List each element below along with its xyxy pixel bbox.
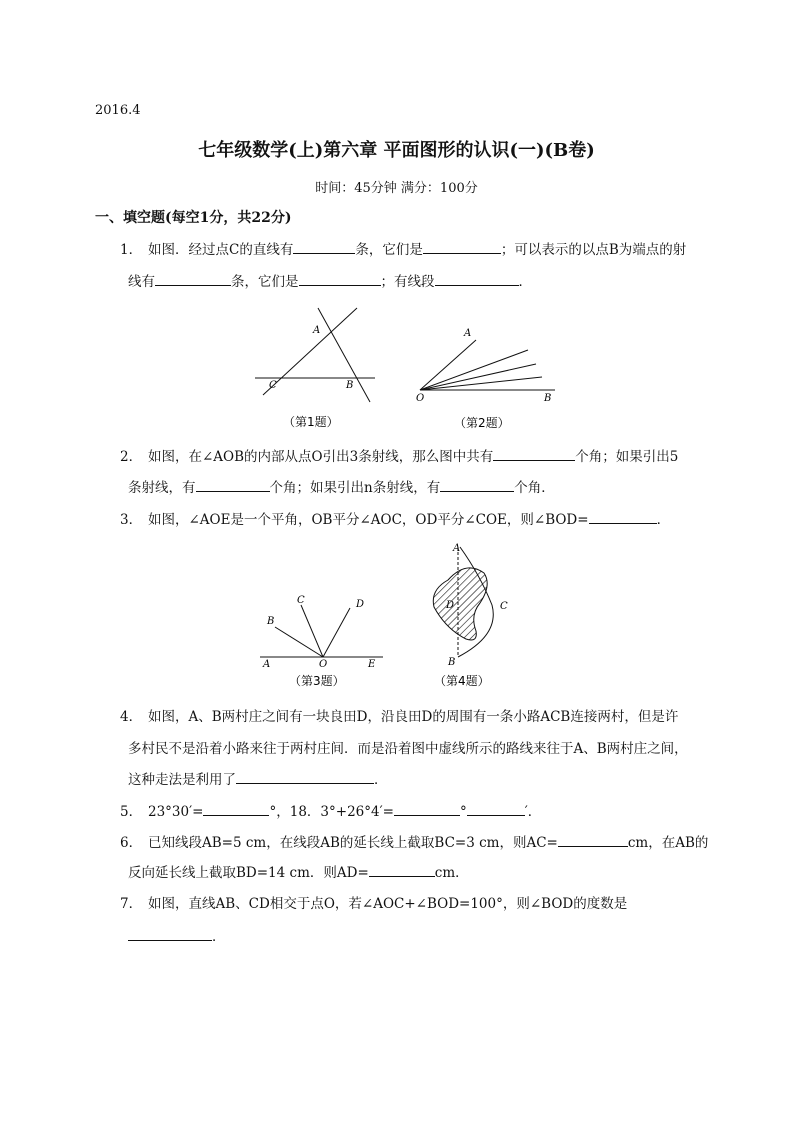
figure-1 (245, 300, 385, 435)
answer-blank[interactable] (423, 241, 501, 254)
ray-oc (301, 605, 323, 657)
answer-blank[interactable] (435, 273, 519, 286)
question-text: ． (518, 274, 532, 290)
question-text: 如图，在∠AOB的内部从点O引出3条射线，那么图中共有 (148, 449, 494, 465)
question-4-line-3 (128, 768, 388, 788)
question-2-line-2 (128, 476, 555, 496)
question-text: 个角． (514, 480, 555, 496)
answer-blank[interactable] (203, 803, 269, 816)
question-1-line-2 (128, 270, 532, 290)
exam-meta: 时间：45分钟 满分：100分 (315, 181, 478, 196)
ray-ob (275, 627, 323, 657)
label-a: A (453, 543, 461, 554)
question-text: 如图．经过点C的直线有 (148, 242, 294, 258)
answer-blank[interactable] (128, 928, 212, 941)
figure-2 (410, 320, 560, 435)
question-text: ． (212, 929, 226, 945)
question-text: 条，它们是 (355, 242, 423, 258)
answer-blank[interactable] (467, 803, 525, 816)
question-3 (120, 508, 670, 528)
question-text: ． (374, 772, 388, 788)
answer-blank[interactable] (155, 273, 231, 286)
label-b: B (544, 393, 552, 404)
ray-oa (420, 340, 476, 390)
section-heading: 一、填空题(每空1分，共22分) (95, 210, 292, 226)
question-number: 5． (120, 804, 143, 820)
question-number: 4． (120, 709, 143, 725)
page-title: 七年级数学(上)第六章 平面图形的认识(一)(B卷) (198, 140, 595, 161)
label-a: A (313, 325, 321, 336)
figure-caption: （第3题） (289, 674, 345, 688)
answer-blank[interactable] (394, 803, 460, 816)
answer-blank[interactable] (369, 864, 435, 877)
question-text: 条，它们是 (231, 274, 299, 290)
label-b: B (267, 616, 275, 627)
question-6-line-2 (128, 861, 469, 881)
question-text: 如图，∠AOE是一个平角，OB平分∠AOC，OD平分∠COE，则∠BOD= (148, 512, 589, 528)
figure-3 (255, 590, 390, 690)
label-e: E (368, 659, 376, 670)
question-text: ． (656, 512, 671, 528)
ray-od (323, 608, 350, 657)
question-number: 6． (120, 835, 143, 851)
question-text: 多村民不是沿着小路来往于两村庄间．而是沿着图中虚线所示的路线来往于A、B两村庄之间， (128, 741, 688, 757)
question-text: 个角；如果引出n条射线，有 (269, 480, 441, 496)
label-d: D (356, 599, 365, 610)
answer-blank[interactable] (236, 771, 374, 784)
answer-blank[interactable] (589, 511, 657, 524)
question-5 (120, 800, 541, 820)
question-text: 23°30′= (148, 804, 204, 820)
label-o: O (416, 393, 425, 404)
question-6-line-1 (120, 831, 708, 851)
answer-blank[interactable] (293, 241, 355, 254)
line-ab (318, 308, 370, 402)
question-text: 线有 (128, 274, 155, 290)
label-c: C (500, 601, 508, 612)
question-number: 7． (120, 896, 143, 912)
figure-caption: （第4题） (434, 674, 490, 688)
label-b: B (448, 657, 456, 668)
label-a: A (464, 328, 472, 339)
question-2-line-1 (120, 445, 678, 465)
line-ca (263, 308, 357, 395)
field-d (433, 568, 487, 640)
answer-blank[interactable] (299, 273, 381, 286)
question-text: 这种走法是利用了 (128, 772, 236, 788)
question-7-line-1 (120, 892, 627, 912)
question-text: 反向延长线上截取BD=14 cm．则AD= (128, 865, 369, 881)
question-4-line-1 (120, 705, 678, 725)
figure-caption: （第1题） (283, 415, 339, 429)
label-o: O (319, 659, 328, 670)
question-text: 如图，A、B两村庄之间有一块良田D，沿良田D的周围有一条小路ACB连接两村，但是许 (148, 709, 679, 725)
question-text: ′． (524, 804, 542, 820)
answer-blank[interactable] (440, 479, 514, 492)
label-b: B (346, 380, 354, 391)
question-number: 2． (120, 449, 143, 465)
question-4-line-2 (128, 737, 688, 757)
question-text: ° (459, 804, 467, 820)
question-text: 如图，直线AB、CD相交于点O，若∠AOC+∠BOD=100°，则∠BOD的度数是 (148, 896, 628, 912)
question-text: °，18．3°+26°4′= (269, 804, 394, 820)
answer-blank[interactable] (493, 448, 575, 461)
ray-2 (420, 364, 536, 390)
document-date: 2016.4 (95, 103, 141, 118)
answer-blank[interactable] (196, 479, 270, 492)
label-c: C (269, 380, 277, 391)
question-1-line-1 (120, 238, 686, 258)
label-a: A (263, 659, 271, 670)
question-7-line-2 (128, 925, 226, 945)
question-number: 1． (120, 242, 143, 258)
answer-blank[interactable] (558, 834, 628, 847)
figure-caption: （第2题） (454, 416, 510, 430)
figure-4 (418, 535, 528, 690)
question-text: ；有线段 (380, 274, 435, 290)
question-text: ；可以表示的以点B为端点的射 (500, 242, 687, 258)
question-text: 个角；如果引出5 (575, 449, 679, 465)
label-d: D (446, 600, 455, 611)
question-text: cm，在AB的 (627, 835, 709, 851)
label-c: C (297, 595, 305, 606)
question-text: 已知线段AB=5 cm，在线段AB的延长线上截取BC=3 cm，则AC= (148, 835, 558, 851)
question-text: cm． (434, 865, 469, 881)
question-text: 条射线，有 (128, 480, 196, 496)
question-number: 3． (120, 512, 143, 528)
